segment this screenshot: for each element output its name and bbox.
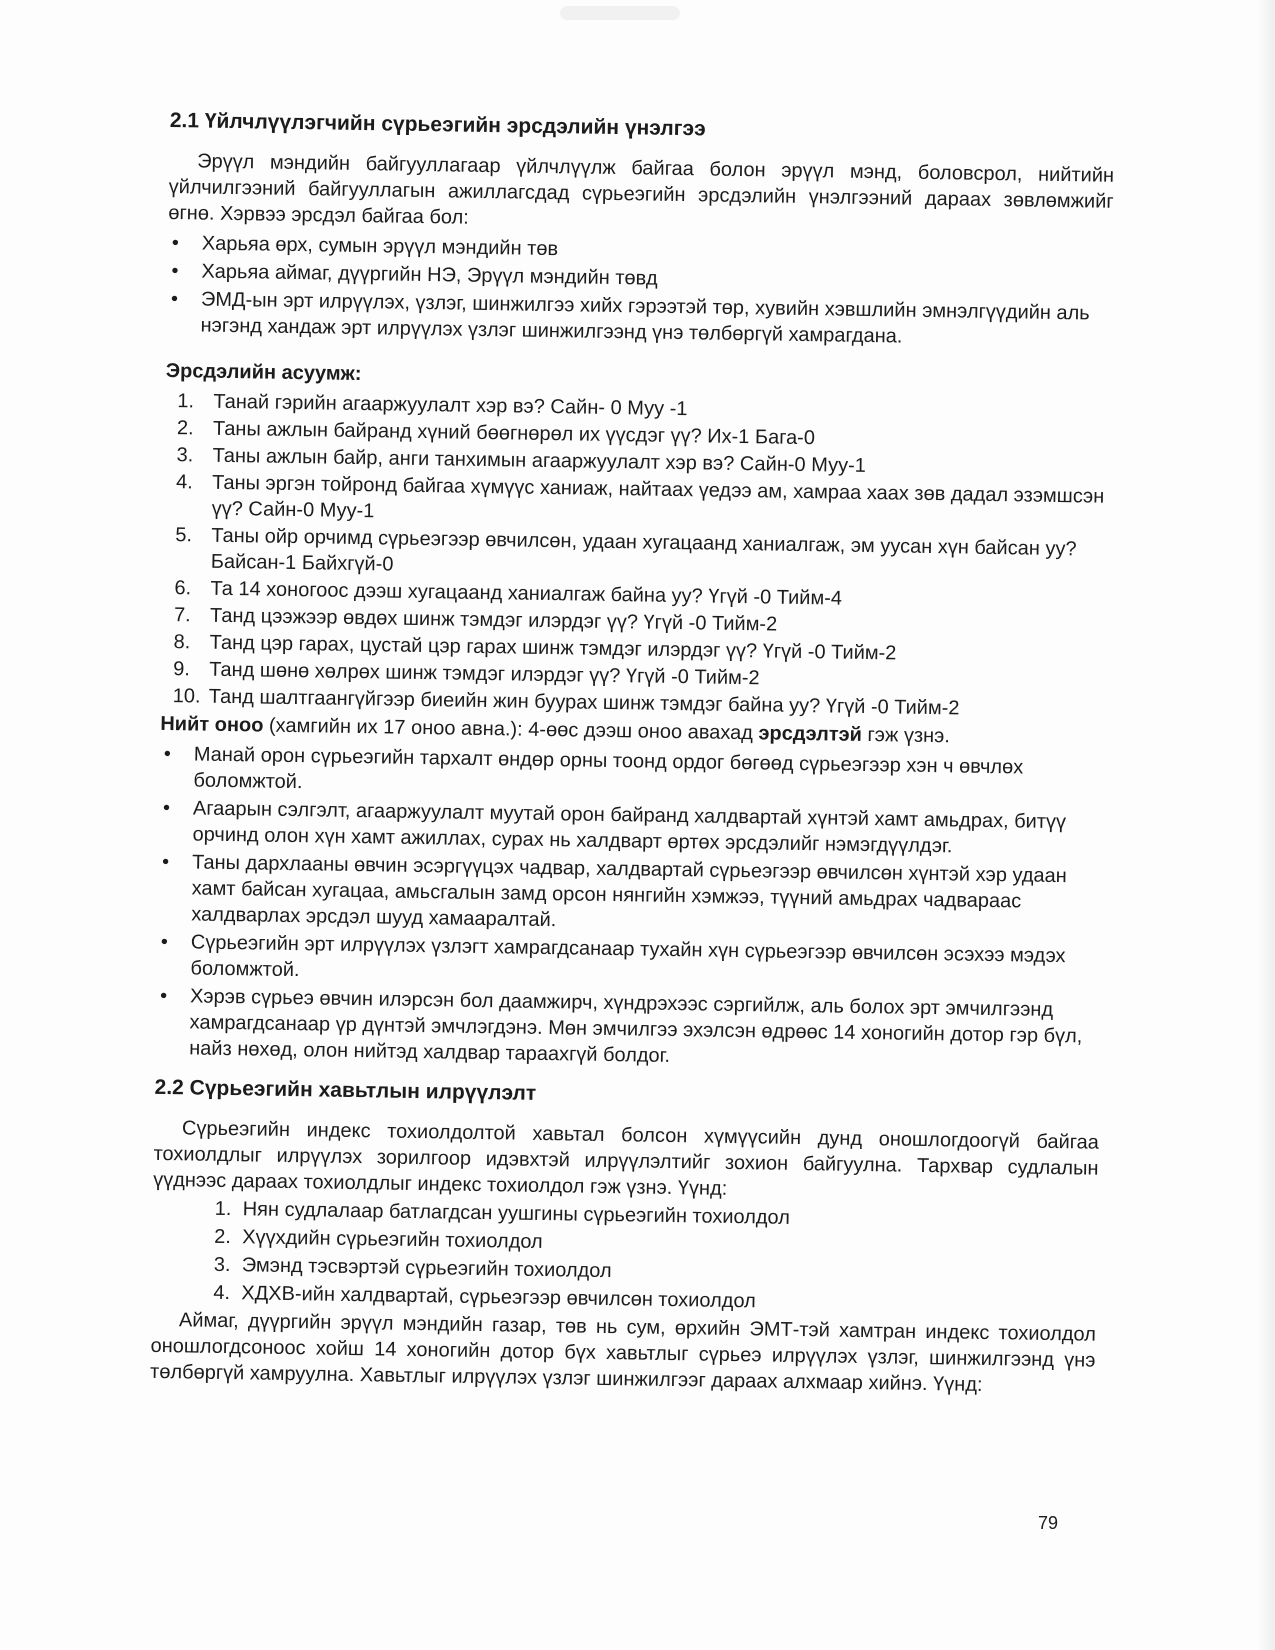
question-number: 9. — [173, 658, 191, 681]
index-case-list — [151, 1195, 1098, 1320]
item-number: 1. — [214, 1197, 232, 1221]
list-item: • Манай орон сүрьеэгийн тархалт өндөр орны тоонд ордог бөгөөд сүрьеэгээр хэн ч өвчлөх боломжтой. — [159, 741, 1105, 808]
question-number: 3. — [176, 444, 194, 467]
question-text: Танд цээжээр өвдөх шинж тэмдэг илэрдэг үү? Үгүй -0 Тийм-2 — [209, 604, 778, 636]
referral-list — [166, 230, 1113, 353]
question-number: 7. — [173, 604, 191, 627]
notes-list — [155, 741, 1105, 1076]
page-content — [150, 108, 1115, 1400]
question-text: Таны ойр орчимд сүрьеэгээр өвчилсөн, удаан хугацаанд ханиалгаж, эм уусан хүн байсан уу? Байсан-1 Байхгүй-0 — [210, 524, 1077, 576]
question-text: Таны ажлын байранд хүний бөөгнөрөл их үүсдэг үү? Их-1 Бага-0 — [212, 417, 816, 450]
question-text: Танд шалтгаангүйгээр биеийн жин буурах шинж тэмдэг байна уу? Үгүй -0 Тийм-2 — [208, 685, 960, 720]
list-item: • Сүрьеэгийн эрт илрүүлэх үзлэгт хамрагдсанаар тухайн хүн сүрьеэгээр өвчилсөн эсэхээ мэдэх боломжтой. — [156, 929, 1102, 996]
list-item: • Харьяа өрх, сумын эрүүл мэндийн төв — [168, 230, 1113, 271]
scan-smudge — [560, 6, 680, 20]
question-text: Танд цэр гарах, цустай цэр гарах шинж тэмдэг илэрдэг үү? Үгүй -0 Тийм-2 — [209, 631, 897, 665]
contact-intro-paragraph: Сүрьеэгийн индекс тохиолдолтой хавьтал болсон хүмүүсийн дунд оношлогдоогүй байгаа тохиолдлыг илрүүлэх зорилгоор идэвхтэй илрүүлэлтийг зохион байгуулна. Тархвар судлалын үүднээс дараах тохиолдлыг индекс тохиолдол гэж үзнэ. Үүнд: — [152, 1117, 1100, 1200]
question-number: 1. — [177, 390, 195, 413]
item-text: Хүүхдийн сүрьеэгийн тохиолдол — [242, 1226, 543, 1253]
question-text: Танд шөнө хөлрөх шинж тэмдэг илэрдэг үү? Үгүй -0 Тийм-2 — [209, 658, 760, 690]
list-item: • Агаарын сэлгэлт, агааржуулалт муутай орон байранд халдвартай хүнтэй хамт амьдрах, битүү орчинд олон хүн хамт ажиллах, сурах нь халдварт өртөх эрсдэлийг нэмэгдүүлдэг. — [158, 795, 1104, 862]
question-number: 8. — [173, 631, 191, 654]
list-item: • ЭМД-ын эрт илрүүлэх, үзлэг, шинжилгээ хийх гэрээтэй төр, хувийн хэвшлийн эмнэлгүүдийн аль нэгэнд хандаж эрт илрүүлэх үзлэг шинжилгээнд үнэ төлбөргүй хамрагдана. — [166, 286, 1112, 353]
intro-paragraph: Эрүүл мэндийн байгууллагаар үйлчлүүлж байгаа болон эрүүл мэнд, боловсрол, нийтийн үйлчилгээний байгууллагын ажиллагсдад сүрьеэгийн эрсдэлийн үнэлгээний дараах зөвлөмжийг өгнө. Хэрвээ эрсдэл байгаа бол: — [168, 150, 1115, 229]
question-number: 6. — [174, 577, 192, 600]
total-score-end: гэж үзнэ. — [861, 723, 951, 748]
total-score-text: (хамгийн их 17 оноо авна.): 4-өөс дээш оноо авахад — [263, 714, 759, 745]
item-number: 2. — [214, 1225, 232, 1249]
question-text: Та 14 хоногоос дээш хугацаанд ханиалгаж байна уу? Үгүй -0 Тийм-4 — [210, 577, 843, 610]
list-item: • Хэрэв сүрьеэ өвчин илэрсэн бол даамжирч, хүндрэхээс сэргийлж, аль болох эрт эмчилгээнд хамрагдсанаар үр дүнтэй эмчлэгдэнэ. Мөн эмчилгээ эхэлсэн өдрөөс 14 хоногийн дотор гэр бүл, найз нөхөд, олон нийтэд халдвар тараахгүй болдог. — [155, 983, 1101, 1076]
risk-keyword: эрсдэлтэй — [758, 722, 863, 746]
item-number: 3. — [213, 1253, 231, 1277]
question-number: 10. — [172, 685, 201, 708]
questionnaire-list — [161, 388, 1111, 724]
question-text: Таны ажлын байр, анги танхимын агааржуулалт хэр вэ? Сайн-0 Муу-1 — [212, 444, 867, 477]
item-text: ХДХВ-ийн халдвартай, сүрьеэгээр өвчилсөн тохиолдол — [241, 1282, 756, 1313]
list-item: • Харьяа аймаг, дүүргийн НЭ, Эрүүл мэндийн төвд — [167, 258, 1112, 299]
question-number: 5. — [175, 524, 193, 547]
question-number: 2. — [176, 417, 194, 440]
section-heading-contact-detection: 2.2 Сүрьеэгийн хавьтлын илрүүлэлт — [154, 1075, 537, 1105]
page-number: 79 — [1038, 1513, 1059, 1533]
scan-edge-shade — [1257, 0, 1275, 1650]
question-text: Танай гэрийн агааржуулалт хэр вэ? Сайн- 0 Муу -1 — [213, 390, 688, 421]
total-score-label: Нийт оноо — [160, 712, 264, 737]
list-item: • Таны дархлааны өвчин эсэргүүцэх чадвар, халдвартай сүрьеэгээр өвчилсөн хүнтэй хэр удаан хамт байсан хугацаа, амьсгалын замд орсон нянгийн хэмжээ, түүний амьдрах чадвараас халдварлах эрсдэл шууд хамааралтай. — [157, 849, 1103, 942]
item-number: 4. — [213, 1281, 231, 1305]
item-text: Нян судлалаар батлагдсан уушгины сүрьеэгийн тохиолдол — [242, 1198, 791, 1229]
item-text: Эмэнд тэсвэртэй сүрьеэгийн тохиолдол — [241, 1254, 612, 1283]
question-text: Таны эргэн тойронд байгаа хүмүүс ханиаж, найтаах үедээ ам, хамраа хаах зөв дадал эзэмшсэн үү? Сайн-0 Муу-1 — [211, 471, 1105, 523]
question-number: 4. — [175, 471, 193, 494]
section-heading-risk-assessment: 2.1 Үйлчлүүлэгчийн сүрьеэгийн эрсдэлийн үнэлгээ — [169, 108, 706, 141]
closing-paragraph: Аймаг, дүүргийн эрүүл мэндийн газар, төв нь сум, өрхийн ЭМТ-тэй хамтран индекс тохиолдол оношлогдсоноос хойш 14 хоногийн дотор бүх хавьтлыг сүрьеэ илрүүлэх үзлэг, шинжилгээнд үнэ төлбөргүй хамруулна. Хавьтлыг илрүүлэх үзлэг шинжилгээг дараах алхмаар хийнэ. Үүнд: — [149, 1309, 1097, 1396]
questionnaire-title: Эрсдэлийн асуумж: — [165, 359, 362, 386]
